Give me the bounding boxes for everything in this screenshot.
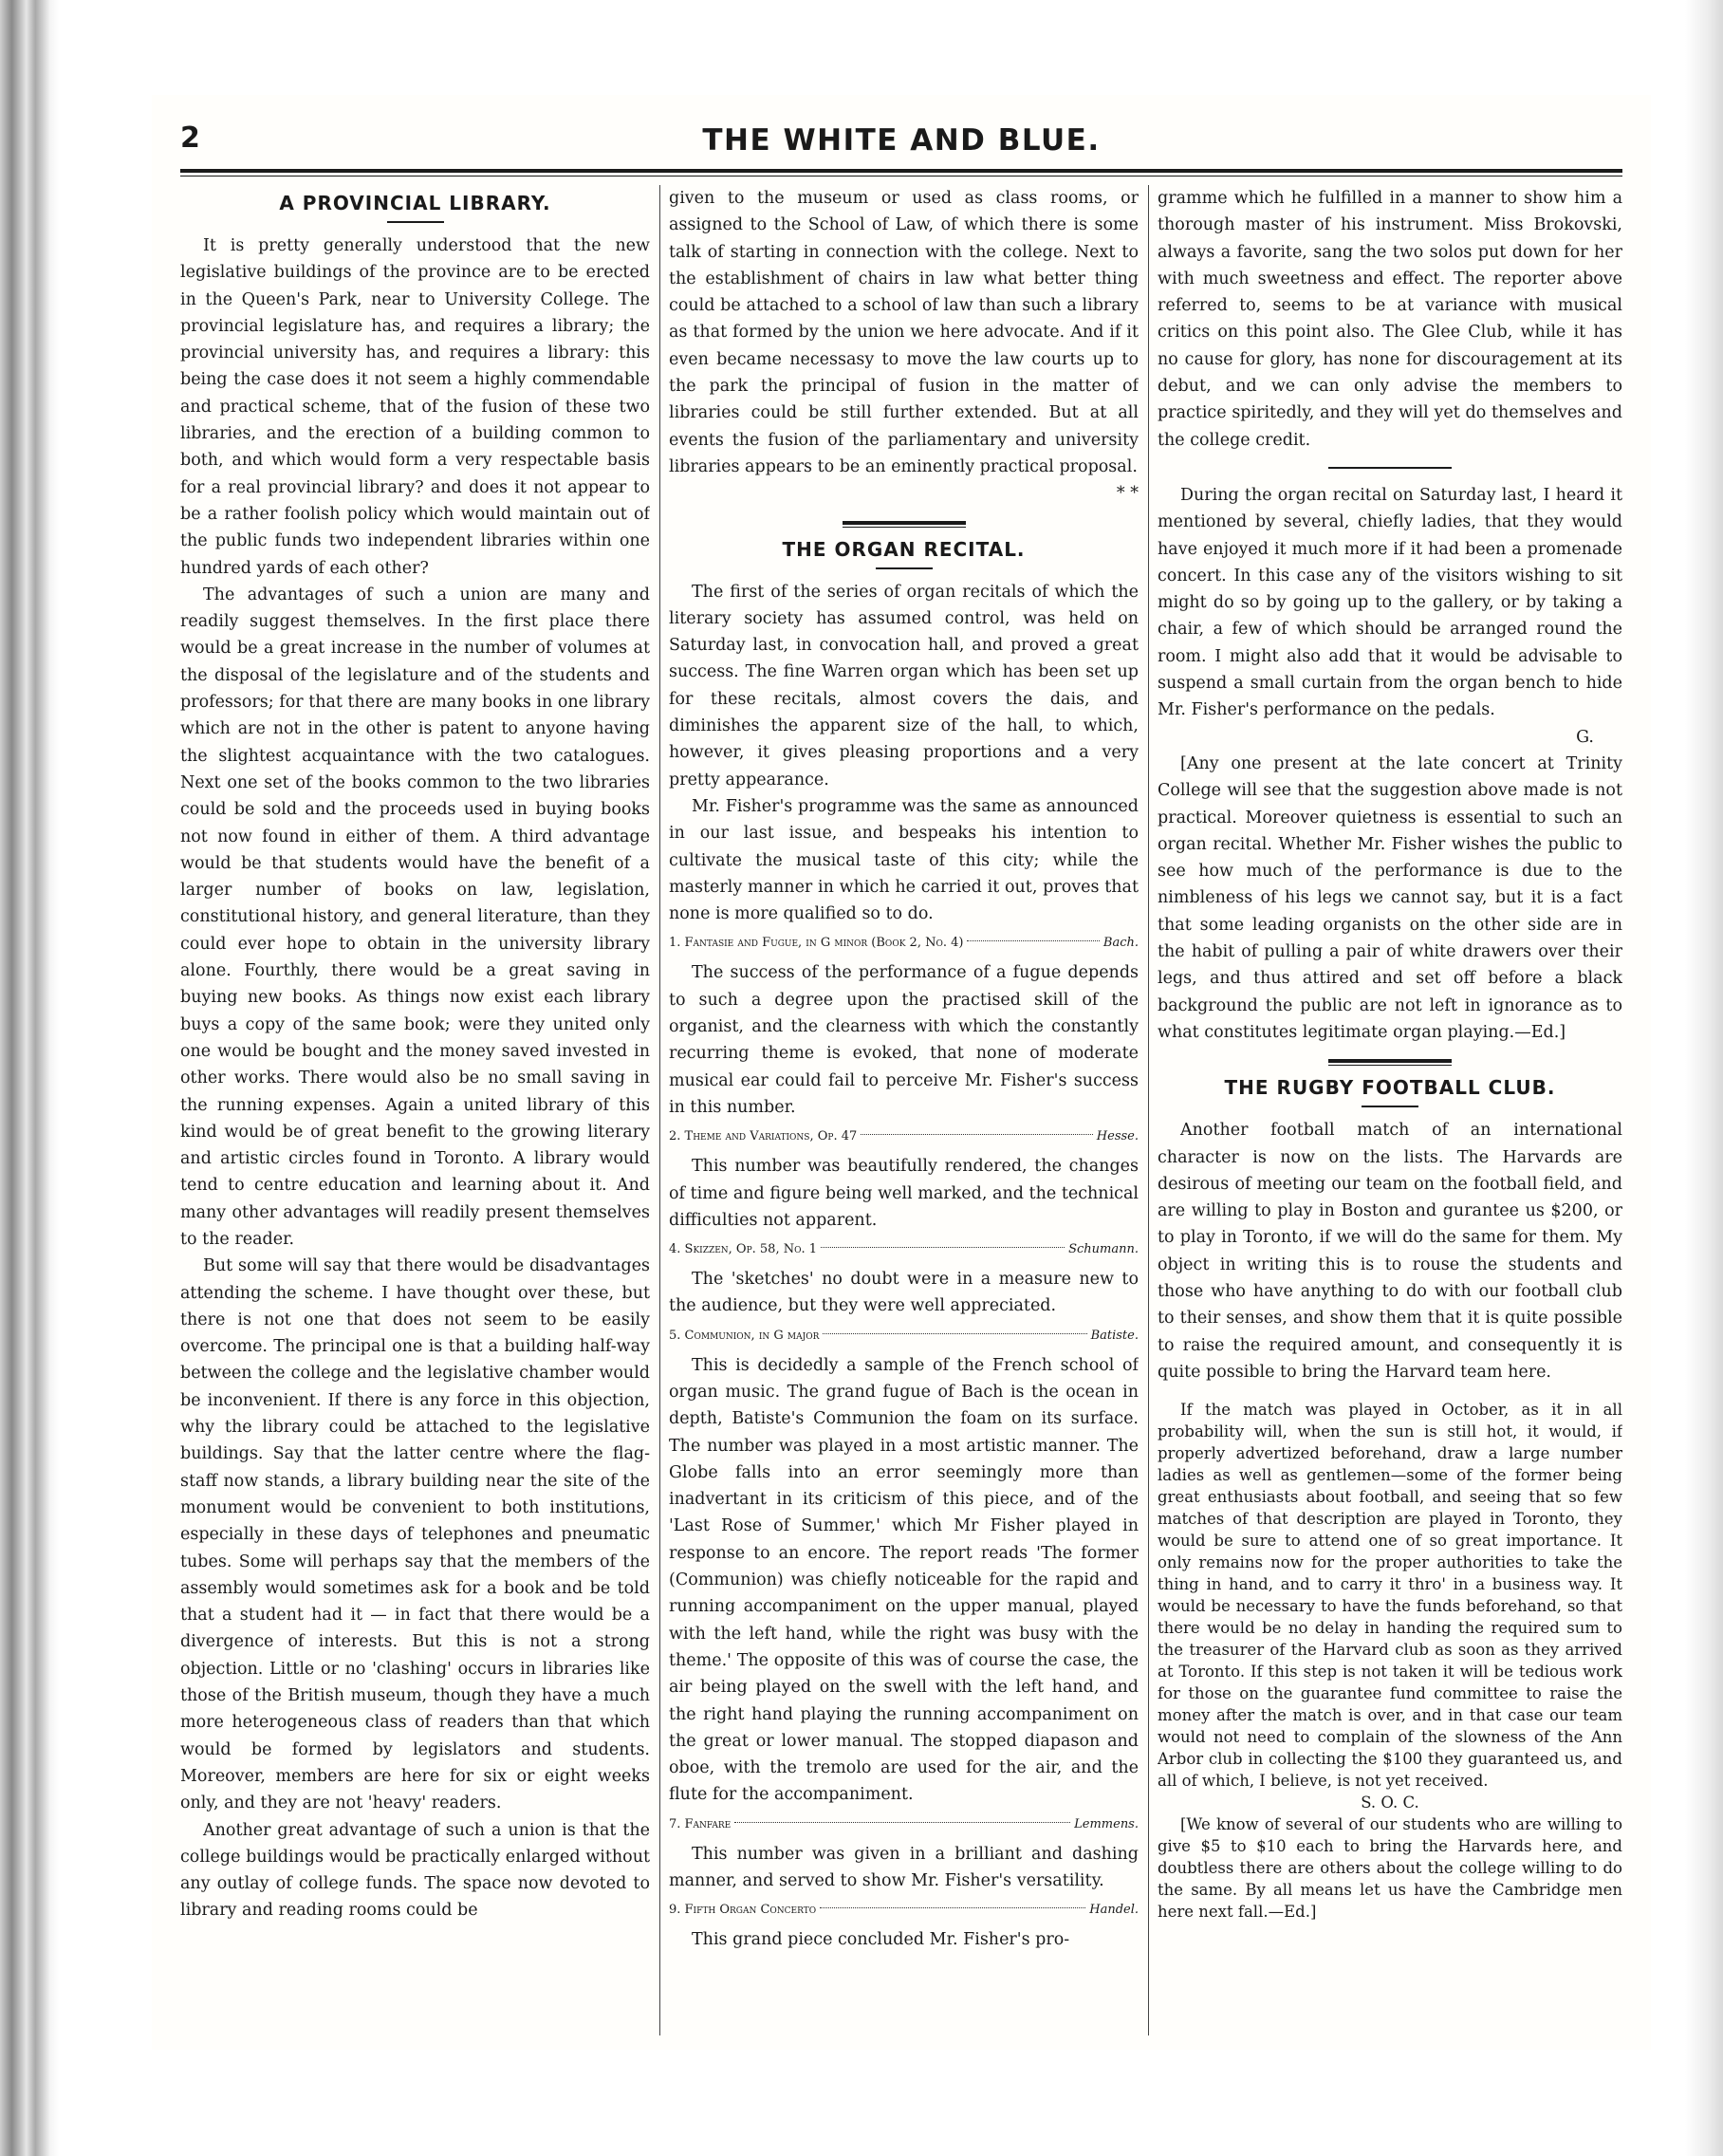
leader-dots — [823, 1333, 1086, 1334]
editor-reply: [Any one present at the late concert at Trinity College will see that the suggestion above made is not practical. Moreover quietness is essential to such an organ recital. Whether Mr. Fisher wishes the public to see how much of the performance is due to the nimbleness of his legs we cannot say, but it is a fact that some leading organists on the other side are in the habit of pulling a pair of white drawers over their legs, and thus attired and set off before a black background the public are not left in ignorance as to what constitutes legitimate organ playing.—Ed.] — [1158, 753, 1622, 1042]
end-marks: * * — [1116, 484, 1139, 504]
piece-comment: This number was given in a brilliant and dashing manner, and served to show Mr. Fisher's versatility. — [669, 1844, 1139, 1891]
article-heading-rugby: THE RUGBY FOOTBALL CLUB. — [1224, 1076, 1556, 1100]
piece-comment: The success of the performance of a fugue depends to such a degree upon the practised skill of the organist, and the clearness with which the constantly recurring theme is evoked, that none of moderate musical ear could fail to perceive Mr. Fisher's success in this number. — [669, 963, 1139, 1117]
column-divider — [659, 185, 660, 2035]
programme-item — [669, 1898, 1139, 1923]
leader-dots — [967, 940, 1099, 941]
section-rule — [1328, 1059, 1452, 1066]
article-paragraph: Another great advantage of such a union is that the college buildings would be practically enlarged without any outlay of college funds. The space now devoted to library and reading rooms could be — [180, 1820, 650, 1921]
column-divider — [1148, 185, 1149, 2035]
section-rule — [843, 521, 966, 528]
programme-item — [669, 1124, 1139, 1149]
masthead-rule — [180, 169, 1622, 173]
programme-item — [669, 1324, 1139, 1348]
piece-comment: This number was beautifully rendered, the changes of time and figure being well marked, and the technical difficulties not apparent. — [669, 1157, 1139, 1230]
article-paragraph: The advantages of such a union are many and readily suggest themselves. In the first place there would be a great increase in the number of volumes at the disposal of the legislature and of the students and professors; for that there are many books in one library which are not in the other is patent to anyone having the slightest acquaintance with the two catalogues. Next one set of the books common to the two libraries could be sold and the proceeds used in buying books not now found in either of them. A third advantage would be that students would have the benefit of a larger number of books on law, legislation, constitutional history, and general literature, than they could ever hope to obtain in the university library alone. Fourthly, there would be a great saving in buying new books. As things now exist each library buys a copy of the same book; were they united only one would be bought and the money saved invested in other works. There would also be no small saving in the running expenses. Again a united library of this kind would be of great benefit to the growing literary and artistic circles found in Toronto. A library would tend to centre education and learning about it. And many other advantages will readily present themselves to the reader. — [180, 585, 650, 1249]
book-binding — [0, 0, 59, 2156]
page-number: 2 — [180, 121, 200, 155]
paper-title: THE WHITE AND BLUE. — [702, 123, 1101, 158]
leader-dots — [734, 1822, 1070, 1823]
piece-title: 4. Skizzen, Op. 58, No. 1 — [669, 1242, 818, 1257]
composer: Hesse. — [1096, 1129, 1139, 1144]
article-paragraph: It is pretty generally understood that the new legislative buildings of the province are to be erected in the Queen's Park, near to University College. The provincial legislature has, and requires a library; the provincial university has, and requires a library: this being the case does it not seem a highly commendable and practical scheme, that of the fusion of these two libraries, and the erection of a building common to both, and which would form a very respectable basis for a real provincial library? and does it not appear to be a rather foolish policy which would maintain out of the public funds two independent libraries within one hundred yards of each other? — [180, 236, 650, 578]
article-continuation: given to the museum or used as class rooms, or assigned to the School of Law, of which there is some talk of starting in connection with the college. Next to the establishment of chairs in law what better thing could be attached to a school of law than such a library as that formed by the union we here advocate. And if it even became necessasy to move the law courts up to the park the principal of fusion in the matter of libraries could be still further extended. But at all events the fusion of the parliamentary and university libraries appears to be an eminently practical proposal. — [669, 189, 1139, 476]
article-paragraph: If the match was played in October, as it in all probability will, when the sun is still hot, it would, if properly advertized beforehand, draw a large number ladies as well as gentlemen—some of the former being great enthusiasts about football, and seeing that so few matches of that description are played in Toronto, they would be sure to attend one of so great importance. It only remains now for the proper authorities to take the thing in hand, and to carry it thro' in a business way. It would be necessary to have the funds beforehand, so that there would be no delay in handing the required sum to the treasurer of the Harvard club as soon as they arrived at Toronto. If this step is not taken it will be tedious work for those on the guarantee fund committee to raise the money after the match is over, and in that case our team would not need to complain of the slowness of the Ann Arbor club in collecting the $100 they guaranteed us, and all of which, I believe, is not yet received. — [1158, 1401, 1622, 1791]
piece-comment: This grand piece concluded Mr. Fisher's pro- — [692, 1930, 1070, 1950]
heading-rule — [876, 567, 933, 569]
heading-rule — [1362, 1106, 1418, 1107]
newspaper-page — [152, 95, 1651, 2050]
column-2 — [669, 185, 1139, 2035]
piece-title: 7. Fanfare — [669, 1816, 732, 1831]
article-heading-organ: THE ORGAN RECITAL. — [782, 537, 1026, 561]
programme-item — [669, 1237, 1139, 1262]
article-paragraph: Another football match of an international character is now on the lists. The Harvards are desirous of meeting our team on the football field, and are willing to play in Boston and gurantee us $200, or to play in Toronto, if we will do the same for them. My object in writing this is to rouse the students and those who have anything to do with our football club to their senses, and show them that it is quite possible to raise the required amount, and consequently it is quite possible to bring the Harvard team here. — [1158, 1121, 1622, 1382]
composer: Batiste. — [1090, 1328, 1139, 1343]
page-edge — [1685, 0, 1723, 2156]
leader-dots — [861, 1134, 1093, 1135]
piece-title: 5. Communion, in G major — [669, 1328, 820, 1343]
leader-dots — [820, 1907, 1085, 1908]
letter-signature: G. — [1576, 727, 1594, 747]
masthead — [180, 112, 1622, 159]
article-signature: S. O. C. — [1361, 1794, 1419, 1812]
programme-item — [669, 931, 1139, 956]
piece-comment: This is decidedly a sample of the French school of organ music. The grand fugue of Bach is the ocean in depth, Batiste's Communion the foam on its surface. The number was played in a most artistic manner. The Globe falls into an error seemingly more than inadvertant in its criticism of this piece, and of the 'Last Rose of Summer,' which Mr Fisher played in response to an encore. The report reads 'The former (Communion) was chiefly noticeable for the rapid and running accompaniment on the upper manual, played with the left hand, while the right was busy with the theme.' The opposite of this was of course the case, the air being played on the swell with the left hand, and the right hand playing the running accompaniment on the great or lower manual. The stopped diapason and oboe, with the tremolo are used for the air, and the flute for the accompaniment. — [669, 1355, 1139, 1805]
column-3 — [1158, 185, 1622, 2035]
piece-title: 2. Theme and Variations, Op. 47 — [669, 1129, 858, 1144]
article-paragraph: Mr. Fisher's programme was the same as announced in our last issue, and bespeaks his intention to cultivate the musical taste of this city; while the masterly manner in which he carried it out, proves that none is more qualified so to do. — [669, 796, 1139, 924]
piece-title: 9. Fifth Organ Concerto — [669, 1903, 817, 1918]
composer: Schumann. — [1068, 1242, 1139, 1257]
masthead-rule-thin — [180, 176, 1622, 177]
heading-rule — [387, 221, 444, 223]
column-1 — [180, 185, 650, 2035]
section-rule — [1328, 467, 1452, 469]
piece-comment: The 'sketches' no doubt were in a measure new to the audience, but they were well appreciated. — [669, 1270, 1139, 1316]
piece-title: 1. Fantasie and Fugue, in G minor (Book 2, No. 4) — [669, 936, 964, 951]
article-continuation: gramme which he fulfilled in a manner to show him a thorough master of his instrument. Miss Brokovski, always a favorite, sang the two solos put down for her with much sweetness and effect. The reporter above referred to, seems to be at variance with musical critics on this point also. The Glee Club, while it has no cause for glory, has none for discouragement at its debut, and we can only advise the members to practice spiritedly, and they will yet do themselves and the college credit. — [1158, 189, 1622, 450]
article-heading-library: A PROVINCIAL LIBRARY. — [279, 192, 551, 214]
programme-item — [669, 1812, 1139, 1837]
composer: Lemmens. — [1074, 1816, 1139, 1831]
composer: Bach. — [1102, 936, 1139, 951]
leader-dots — [821, 1247, 1065, 1248]
article-paragraph: But some will say that there would be disadvantages attending the scheme. I have thought over these, but there is not one that does not seem to be easily overcome. The principal one is that a building half-way between the college and the legislative chamber would be inconvenient. If there is any force in this objection, why the library could be attached to the legislative buildings. Say that the latter centre where the flag-staff now stands, a library building near the site of the monument would be convenient to both institutions, especially in these days of telephones and pneumatic tubes. Some will perhaps say that the members of the assembly would sometimes ask for a book and be told that a student had it — in fact that there would be a divergence of interests. But this is not a strong objection. Little or no 'clashing' occurs in libraries like those of the British museum, though they have a much more heterogeneous class of readers than that which would be formed by legislators and students. Moreover, members are here for six or eight weeks only, and they are not 'heavy' readers. — [180, 1256, 650, 1813]
letter-paragraph: During the organ recital on Saturday last, I heard it mentioned by several, chiefly ladies, that they would have enjoyed it much more if it had been a promenade concert. In this case any of the visitors wishing to sit might do so by going up to the gallery, or by taking a chair, a few of which should be arranged round the room. I might also add that it would be advisable to suspend a small curtain from the organ bench to hide Mr. Fisher's performance on the pedals. — [1158, 485, 1622, 720]
article-paragraph: The first of the series of organ recitals of which the literary society has assumed control, was held on Saturday last, in convocation hall, and proved a great success. The fine Warren organ which has been set up for these recitals, almost covers the dais, and diminishes the apparent size of the hall, to which, however, it gives pleasing proportions and a very pretty appearance. — [669, 582, 1139, 790]
composer: Handel. — [1089, 1903, 1139, 1918]
editor-note: [We know of several of our students who are willing to give $5 to $10 each to bring the Harvards here, and doubtless there are others about the college willing to do the same. By all means let us have the Cambridge men here next fall.—Ed.] — [1158, 1815, 1622, 1922]
